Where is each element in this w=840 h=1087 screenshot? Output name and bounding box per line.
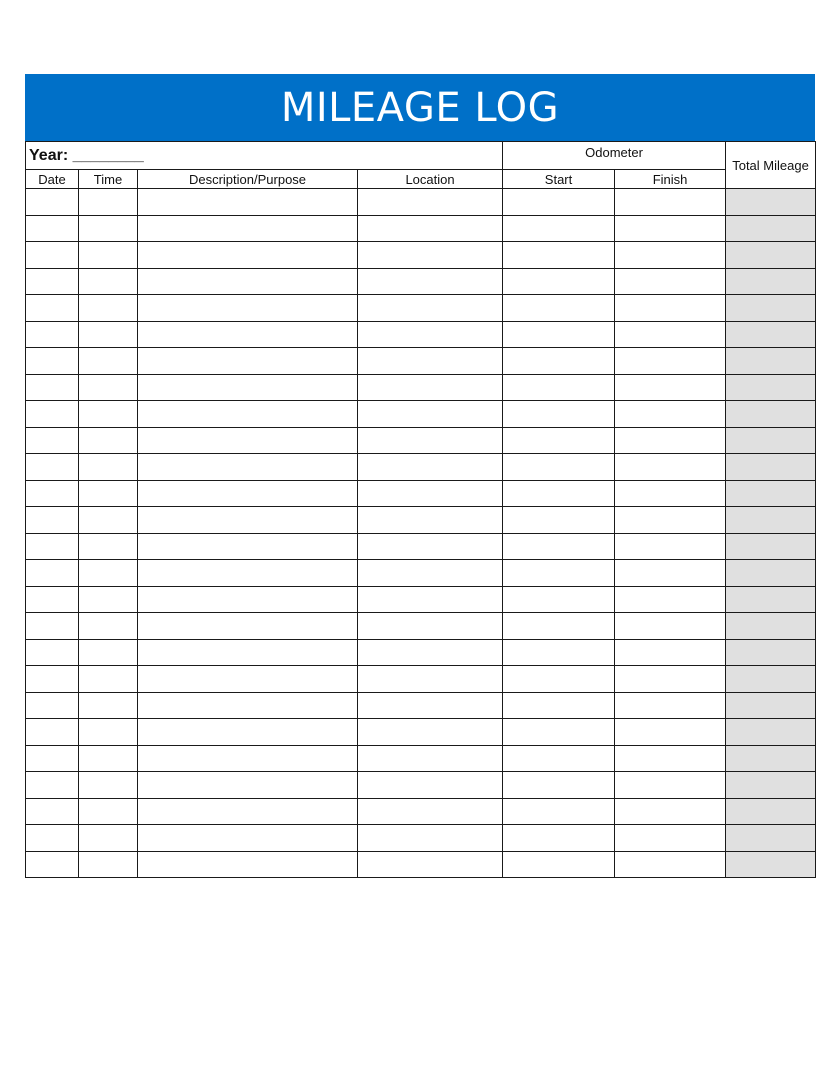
description-cell[interactable] <box>138 401 358 428</box>
odometer-finish-cell[interactable] <box>615 268 726 295</box>
total-mileage-cell <box>726 851 816 878</box>
location-cell[interactable] <box>358 613 503 640</box>
location-cell[interactable] <box>358 189 503 216</box>
total-mileage-cell <box>726 719 816 746</box>
date-cell[interactable] <box>26 666 79 693</box>
table-row <box>26 507 816 534</box>
location-cell[interactable] <box>358 348 503 375</box>
odometer-finish-cell[interactable] <box>615 242 726 269</box>
date-cell[interactable] <box>26 851 79 878</box>
odometer-finish-cell[interactable] <box>615 798 726 825</box>
odometer-start-cell[interactable] <box>503 825 615 852</box>
odometer-finish-cell[interactable] <box>615 454 726 481</box>
date-cell[interactable] <box>26 560 79 587</box>
odometer-finish-cell[interactable] <box>615 825 726 852</box>
total-mileage-cell <box>726 480 816 507</box>
date-header: Date <box>26 170 79 189</box>
odometer-finish-cell[interactable] <box>615 427 726 454</box>
total-mileage-cell <box>726 745 816 772</box>
total-mileage-cell <box>726 639 816 666</box>
date-cell[interactable] <box>26 454 79 481</box>
odometer-finish-cell[interactable] <box>615 639 726 666</box>
time-cell[interactable] <box>79 374 138 401</box>
description-cell[interactable] <box>138 374 358 401</box>
date-cell[interactable] <box>26 348 79 375</box>
odometer-start-cell[interactable] <box>503 613 615 640</box>
date-cell[interactable] <box>26 586 79 613</box>
time-cell[interactable] <box>79 533 138 560</box>
table-row <box>26 851 816 878</box>
table-row <box>26 242 816 269</box>
date-cell[interactable] <box>26 189 79 216</box>
time-cell[interactable] <box>79 719 138 746</box>
location-cell[interactable] <box>358 454 503 481</box>
odometer-header: Odometer <box>503 142 726 170</box>
table-row <box>26 639 816 666</box>
description-cell[interactable] <box>138 666 358 693</box>
location-cell[interactable] <box>358 268 503 295</box>
description-cell[interactable] <box>138 851 358 878</box>
date-cell[interactable] <box>26 507 79 534</box>
table-row <box>26 798 816 825</box>
description-cell[interactable] <box>138 454 358 481</box>
odometer-start-cell[interactable] <box>503 692 615 719</box>
odometer-finish-cell[interactable] <box>615 719 726 746</box>
location-cell[interactable] <box>358 639 503 666</box>
odometer-finish-cell[interactable] <box>615 613 726 640</box>
odometer-start-cell[interactable] <box>503 268 615 295</box>
description-cell[interactable] <box>138 825 358 852</box>
time-cell[interactable] <box>79 851 138 878</box>
total-mileage-cell <box>726 427 816 454</box>
date-cell[interactable] <box>26 242 79 269</box>
total-mileage-cell <box>726 560 816 587</box>
table-row <box>26 374 816 401</box>
odometer-finish-cell[interactable] <box>615 772 726 799</box>
total-mileage-cell <box>726 692 816 719</box>
date-cell[interactable] <box>26 613 79 640</box>
time-cell[interactable] <box>79 639 138 666</box>
odometer-start-cell[interactable] <box>503 745 615 772</box>
date-cell[interactable] <box>26 480 79 507</box>
table-row <box>26 480 816 507</box>
time-cell[interactable] <box>79 321 138 348</box>
table-row <box>26 454 816 481</box>
location-cell[interactable] <box>358 825 503 852</box>
log-entries <box>26 189 816 878</box>
description-cell[interactable] <box>138 348 358 375</box>
description-cell[interactable] <box>138 215 358 242</box>
odometer-finish-cell[interactable] <box>615 295 726 322</box>
time-cell[interactable] <box>79 268 138 295</box>
time-cell[interactable] <box>79 825 138 852</box>
total-mileage-cell <box>726 295 816 322</box>
table-row <box>26 295 816 322</box>
odometer-start-cell[interactable] <box>503 374 615 401</box>
description-cell[interactable] <box>138 533 358 560</box>
odometer-start-cell[interactable] <box>503 772 615 799</box>
table-row <box>26 745 816 772</box>
time-cell[interactable] <box>79 401 138 428</box>
date-cell[interactable] <box>26 719 79 746</box>
description-cell[interactable] <box>138 427 358 454</box>
odometer-start-cell[interactable] <box>503 480 615 507</box>
location-cell[interactable] <box>358 719 503 746</box>
location-cell[interactable] <box>358 851 503 878</box>
odometer-finish-cell[interactable] <box>615 401 726 428</box>
odometer-finish-cell[interactable] <box>615 348 726 375</box>
location-cell[interactable] <box>358 374 503 401</box>
time-cell[interactable] <box>79 480 138 507</box>
description-cell[interactable] <box>138 507 358 534</box>
location-cell[interactable] <box>358 692 503 719</box>
mileage-log-table <box>25 141 816 878</box>
time-cell[interactable] <box>79 215 138 242</box>
time-cell[interactable] <box>79 560 138 587</box>
odometer-finish-cell[interactable] <box>615 666 726 693</box>
date-cell[interactable] <box>26 772 79 799</box>
odometer-finish-cell[interactable] <box>615 507 726 534</box>
odometer-finish-cell[interactable] <box>615 189 726 216</box>
description-cell[interactable] <box>138 321 358 348</box>
description-cell[interactable] <box>138 189 358 216</box>
total-mileage-cell <box>726 507 816 534</box>
date-cell[interactable] <box>26 533 79 560</box>
odometer-start-cell[interactable] <box>503 454 615 481</box>
table-row <box>26 719 816 746</box>
odometer-finish-cell[interactable] <box>615 321 726 348</box>
table-row <box>26 268 816 295</box>
odometer-finish-cell[interactable] <box>615 480 726 507</box>
table-row <box>26 189 816 216</box>
odometer-start-cell[interactable] <box>503 321 615 348</box>
description-cell[interactable] <box>138 719 358 746</box>
location-cell[interactable] <box>358 242 503 269</box>
odometer-finish-cell[interactable] <box>615 745 726 772</box>
location-cell[interactable] <box>358 507 503 534</box>
table-row <box>26 215 816 242</box>
date-cell[interactable] <box>26 692 79 719</box>
table-row <box>26 666 816 693</box>
date-cell[interactable] <box>26 825 79 852</box>
location-cell[interactable] <box>358 745 503 772</box>
description-cell[interactable] <box>138 772 358 799</box>
time-cell[interactable] <box>79 295 138 322</box>
odometer-start-cell[interactable] <box>503 242 615 269</box>
total-mileage-cell <box>726 613 816 640</box>
time-cell[interactable] <box>79 427 138 454</box>
odometer-start-cell[interactable] <box>503 639 615 666</box>
description-cell[interactable] <box>138 745 358 772</box>
description-cell[interactable] <box>138 295 358 322</box>
total-mileage-cell <box>726 798 816 825</box>
odometer-start-cell[interactable] <box>503 401 615 428</box>
time-cell[interactable] <box>79 772 138 799</box>
time-cell[interactable] <box>79 507 138 534</box>
time-cell[interactable] <box>79 348 138 375</box>
description-cell[interactable] <box>138 268 358 295</box>
description-cell[interactable] <box>138 586 358 613</box>
odometer-finish-cell[interactable] <box>615 533 726 560</box>
total-mileage-cell <box>726 189 816 216</box>
description-cell[interactable] <box>138 560 358 587</box>
total-mileage-cell <box>726 348 816 375</box>
total-mileage-cell <box>726 825 816 852</box>
table-row <box>26 692 816 719</box>
location-cell[interactable] <box>358 772 503 799</box>
date-cell[interactable] <box>26 295 79 322</box>
total-mileage-cell <box>726 321 816 348</box>
location-cell[interactable] <box>358 560 503 587</box>
time-cell[interactable] <box>79 613 138 640</box>
page-title: MILEAGE LOG <box>25 74 815 141</box>
odometer-start-cell[interactable] <box>503 295 615 322</box>
total-mileage-cell <box>726 772 816 799</box>
total-mileage-cell <box>726 666 816 693</box>
table-row <box>26 321 816 348</box>
odometer-start-cell[interactable] <box>503 719 615 746</box>
time-header: Time <box>79 170 138 189</box>
mileage-log-sheet <box>25 74 815 878</box>
total-mileage-cell <box>726 242 816 269</box>
table-row <box>26 401 816 428</box>
table-row <box>26 586 816 613</box>
time-cell[interactable] <box>79 189 138 216</box>
description-cell[interactable] <box>138 639 358 666</box>
odometer-start-cell[interactable] <box>503 189 615 216</box>
location-cell[interactable] <box>358 321 503 348</box>
description-cell[interactable] <box>138 692 358 719</box>
location-cell[interactable] <box>358 666 503 693</box>
odometer-start-header: Start <box>503 170 615 189</box>
total-mileage-cell <box>726 533 816 560</box>
date-cell[interactable] <box>26 639 79 666</box>
date-cell[interactable] <box>26 798 79 825</box>
date-cell[interactable] <box>26 215 79 242</box>
odometer-finish-cell[interactable] <box>615 851 726 878</box>
odometer-start-cell[interactable] <box>503 798 615 825</box>
description-cell[interactable] <box>138 798 358 825</box>
table-row <box>26 772 816 799</box>
odometer-start-cell[interactable] <box>503 348 615 375</box>
time-cell[interactable] <box>79 798 138 825</box>
table-row <box>26 533 816 560</box>
location-cell[interactable] <box>358 215 503 242</box>
odometer-start-cell[interactable] <box>503 427 615 454</box>
odometer-start-cell[interactable] <box>503 215 615 242</box>
date-cell[interactable] <box>26 745 79 772</box>
date-cell[interactable] <box>26 321 79 348</box>
description-cell[interactable] <box>138 480 358 507</box>
time-cell[interactable] <box>79 242 138 269</box>
description-header: Description/Purpose <box>138 170 358 189</box>
date-cell[interactable] <box>26 427 79 454</box>
odometer-start-cell[interactable] <box>503 851 615 878</box>
description-cell[interactable] <box>138 613 358 640</box>
table-row <box>26 560 816 587</box>
description-cell[interactable] <box>138 242 358 269</box>
location-cell[interactable] <box>358 401 503 428</box>
location-cell[interactable] <box>358 798 503 825</box>
time-cell[interactable] <box>79 692 138 719</box>
location-cell[interactable] <box>358 586 503 613</box>
total-mileage-cell <box>726 374 816 401</box>
time-cell[interactable] <box>79 666 138 693</box>
total-mileage-cell <box>726 268 816 295</box>
date-cell[interactable] <box>26 374 79 401</box>
table-row <box>26 348 816 375</box>
table-row <box>26 613 816 640</box>
odometer-start-cell[interactable] <box>503 533 615 560</box>
odometer-start-cell[interactable] <box>503 507 615 534</box>
location-cell[interactable] <box>358 427 503 454</box>
location-header: Location <box>358 170 503 189</box>
odometer-finish-cell[interactable] <box>615 215 726 242</box>
odometer-finish-header: Finish <box>615 170 726 189</box>
odometer-start-cell[interactable] <box>503 666 615 693</box>
date-cell[interactable] <box>26 268 79 295</box>
location-cell[interactable] <box>358 295 503 322</box>
time-cell[interactable] <box>79 454 138 481</box>
time-cell[interactable] <box>79 745 138 772</box>
total-mileage-cell <box>726 215 816 242</box>
total-mileage-cell <box>726 454 816 481</box>
location-cell[interactable] <box>358 480 503 507</box>
total-mileage-cell <box>726 586 816 613</box>
time-cell[interactable] <box>79 586 138 613</box>
location-cell[interactable] <box>358 533 503 560</box>
total-mileage-header: Total Mileage <box>726 142 816 189</box>
odometer-finish-cell[interactable] <box>615 560 726 587</box>
odometer-start-cell[interactable] <box>503 586 615 613</box>
odometer-finish-cell[interactable] <box>615 692 726 719</box>
date-cell[interactable] <box>26 401 79 428</box>
odometer-finish-cell[interactable] <box>615 374 726 401</box>
odometer-finish-cell[interactable] <box>615 586 726 613</box>
year-field[interactable]: Year: ________ <box>26 142 503 170</box>
odometer-start-cell[interactable] <box>503 560 615 587</box>
table-row <box>26 427 816 454</box>
table-row <box>26 825 816 852</box>
total-mileage-cell <box>726 401 816 428</box>
